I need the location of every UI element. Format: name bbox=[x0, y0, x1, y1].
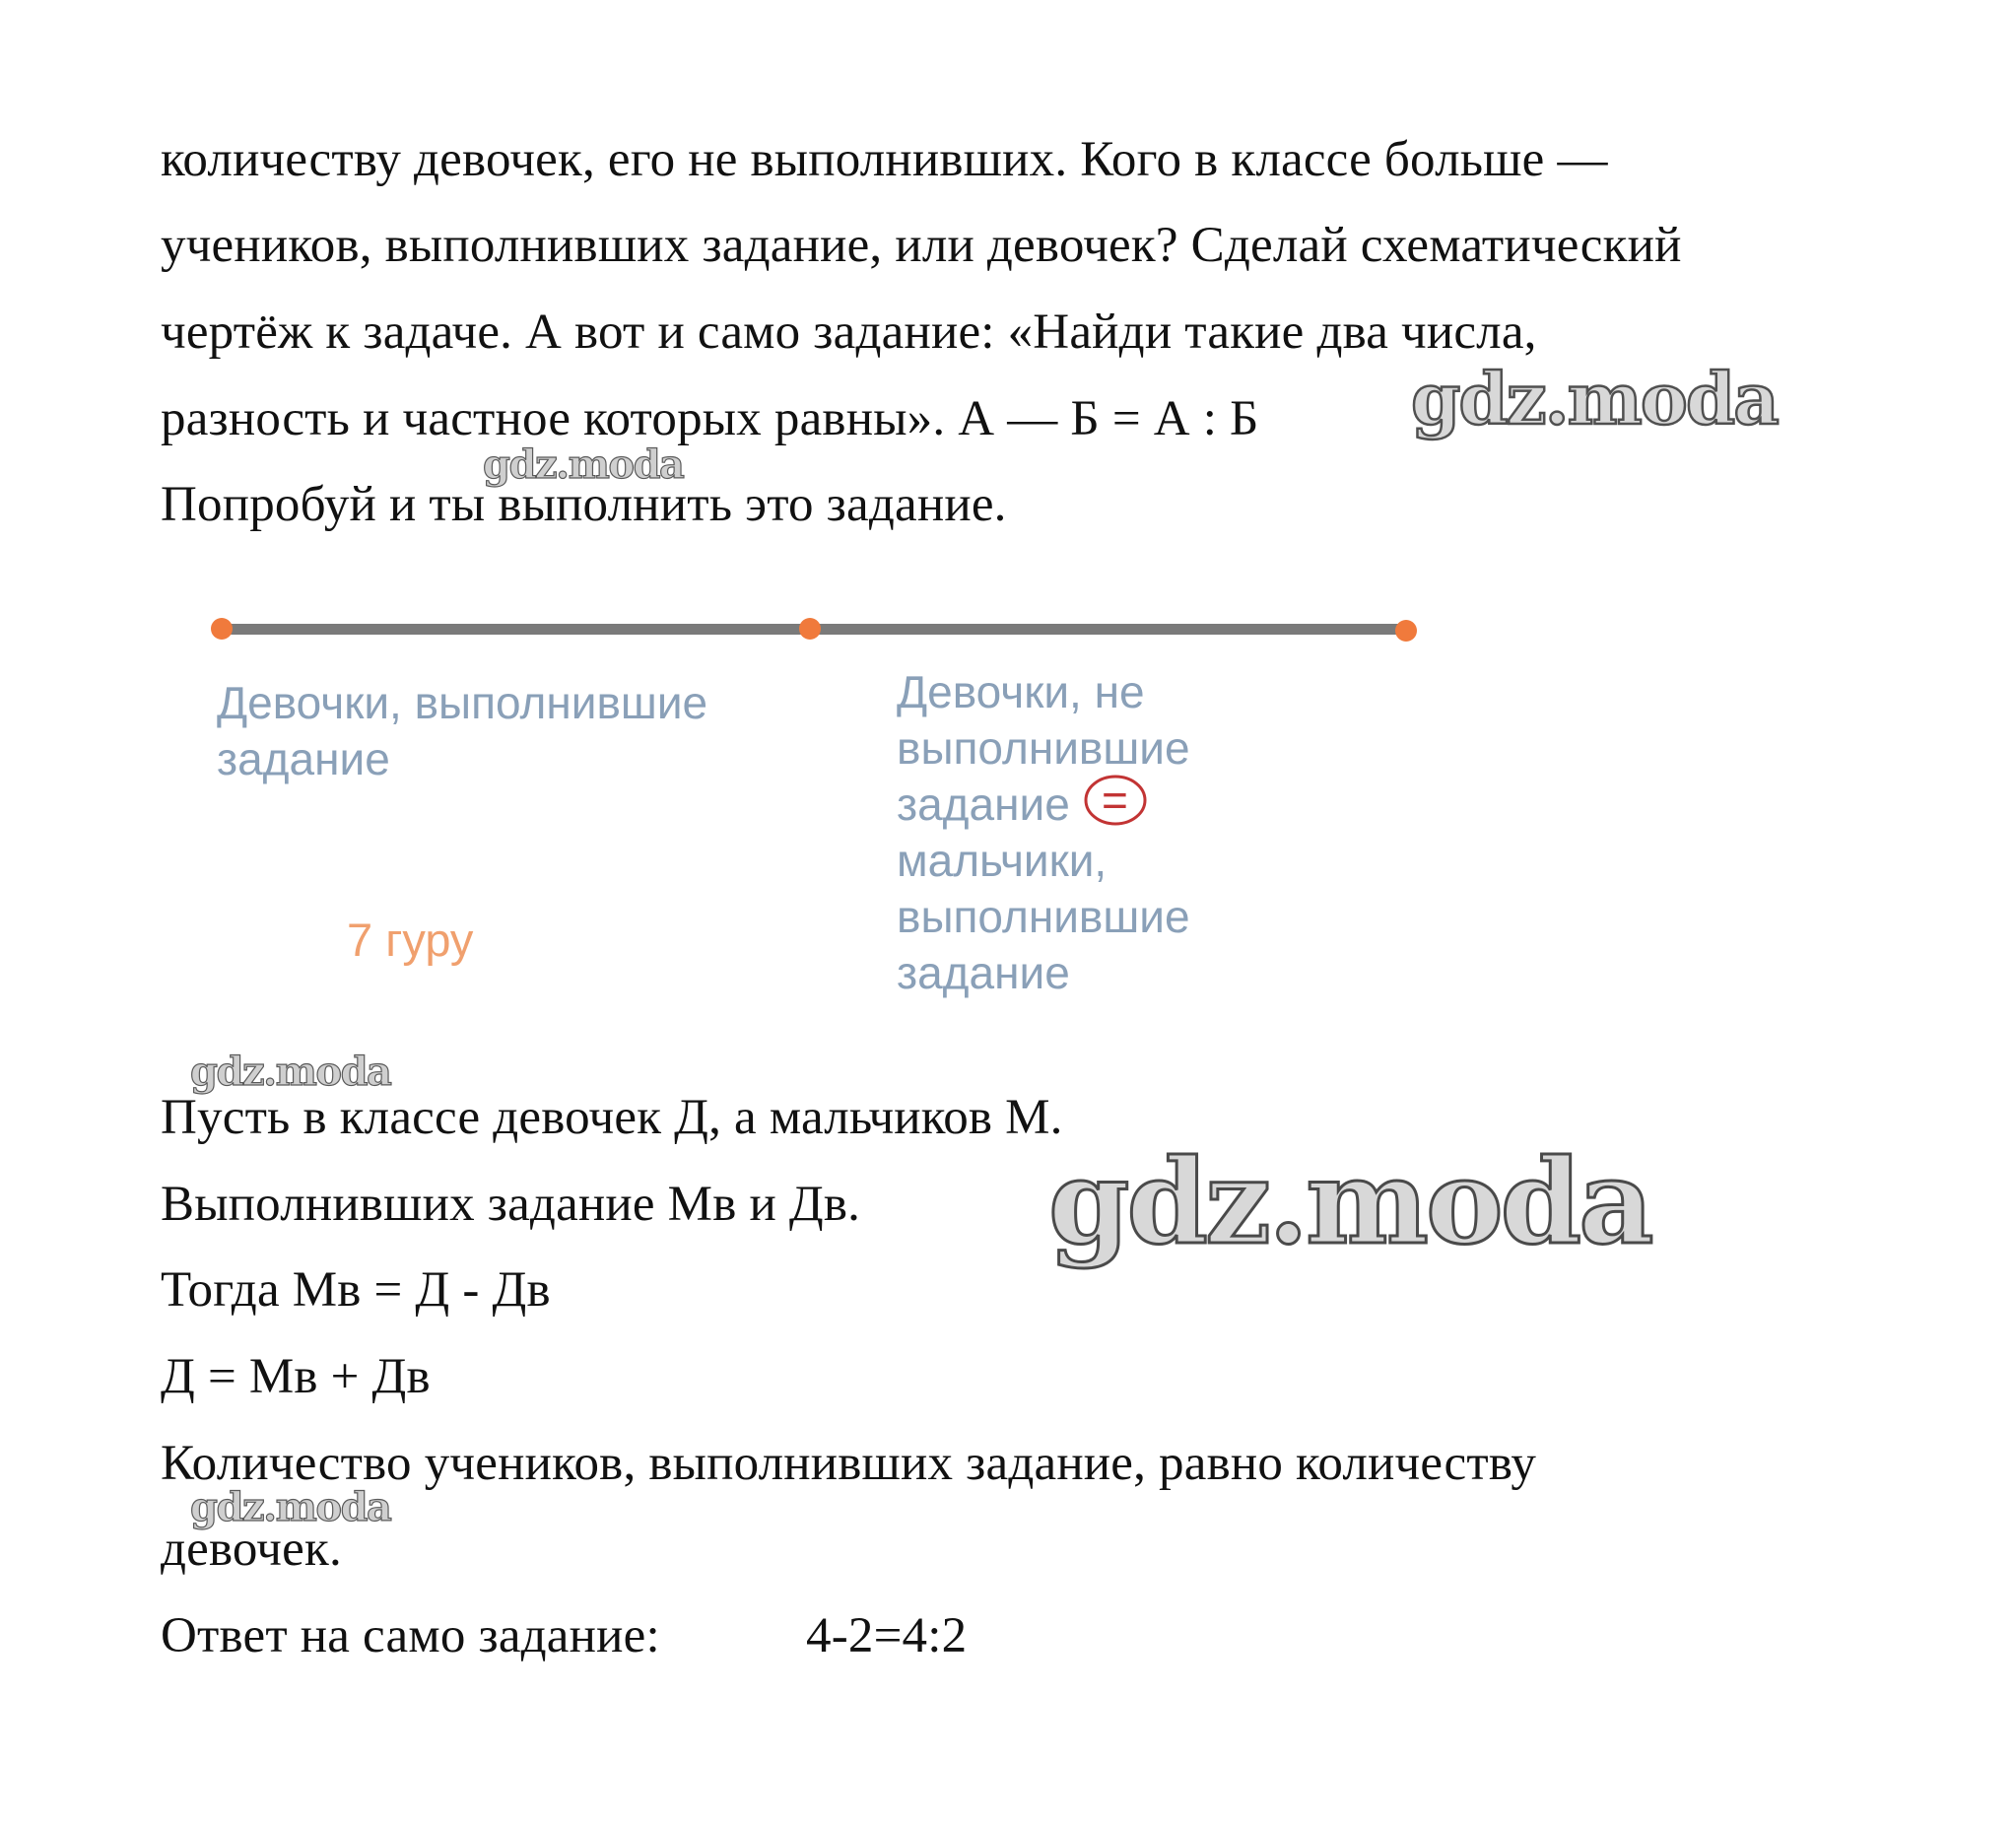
solution-line-6: девочек. bbox=[161, 1522, 342, 1577]
answer-value: 4-2=4:2 bbox=[806, 1608, 968, 1663]
left-label-line-2: задание bbox=[217, 733, 390, 784]
segment-point-left bbox=[211, 618, 233, 640]
problem-line-1: количеству девочек, его не выполнивших. Кого в классе больше — bbox=[161, 132, 1608, 187]
left-label-line-1: Девочки, выполнившие bbox=[217, 677, 708, 728]
problem-line-3: чертёж к задаче. А вот и само задание: «Найди такие два числа, bbox=[161, 305, 1537, 360]
problem-line-2: учеников, выполнивших задание, или девочек? Сделай схематический bbox=[161, 218, 1682, 273]
watermark-logo: gdz.moda bbox=[1048, 1133, 1651, 1270]
answer-label: Ответ на само задание: bbox=[161, 1608, 660, 1663]
watermark-logo: gdz.moda bbox=[190, 1049, 391, 1095]
solution-line-1: Пусть в классе девочек Д, а мальчиков М. bbox=[161, 1090, 1063, 1145]
right-label-line-4: мальчики, bbox=[897, 835, 1108, 886]
watermark-logo: gdz.moda bbox=[483, 441, 684, 488]
solution-line-5: Количество учеников, выполнивших задание, равно количеству bbox=[161, 1436, 1537, 1491]
equals-sign: = bbox=[1102, 775, 1128, 826]
problem-line-5: Попробуй и ты выполнить это задание. bbox=[161, 477, 1007, 532]
watermark-logo: gdz.moda bbox=[190, 1484, 391, 1530]
segment-point-middle bbox=[799, 618, 821, 640]
solution-line-4: Д = Мв + Дв bbox=[161, 1349, 431, 1404]
solution-line-3: Тогда Мв = Д - Дв bbox=[161, 1262, 551, 1318]
right-label-line-5: выполнившие bbox=[897, 891, 1190, 942]
solution-line-2: Выполнивших задание Мв и Дв. bbox=[161, 1177, 861, 1232]
problem-line-4: разность и частное которых равны». А — Б = А : Б bbox=[161, 391, 1259, 446]
right-label-line-6: задание bbox=[897, 947, 1070, 998]
right-label-line-1: Девочки, не bbox=[897, 666, 1145, 717]
right-label-line-3: задание bbox=[897, 779, 1070, 830]
credit-label: 7 гуру bbox=[347, 914, 474, 966]
watermark-logo: gdz.moda bbox=[1411, 357, 1778, 441]
segment-point-right bbox=[1395, 620, 1417, 642]
right-label-line-2: выполнившие bbox=[897, 722, 1190, 774]
